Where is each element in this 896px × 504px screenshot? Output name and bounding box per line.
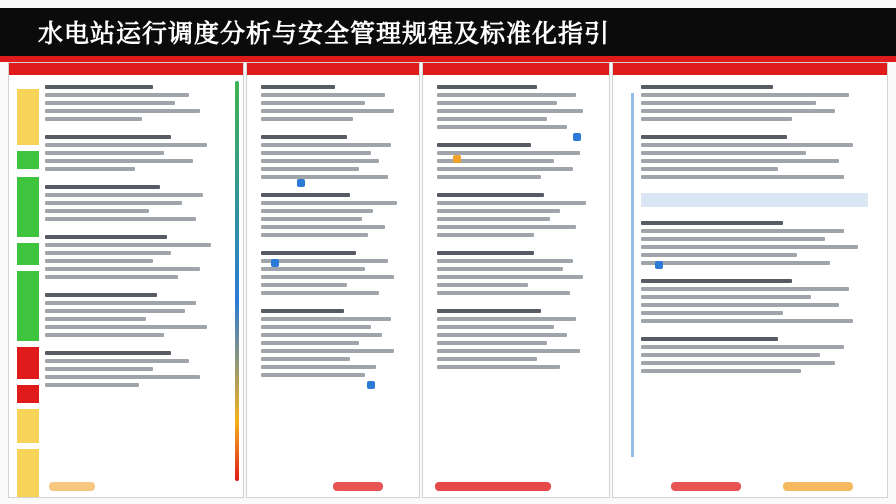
document-panel-4[interactable] [612, 62, 888, 498]
panel-header [9, 63, 243, 75]
info-icon [297, 179, 305, 187]
document-panel-2[interactable] [246, 62, 420, 498]
marker-green [17, 151, 39, 169]
text-block [261, 83, 409, 489]
marker-green [17, 271, 39, 341]
document-panel-1[interactable] [8, 62, 244, 498]
marker-green [17, 177, 39, 237]
text-block [641, 83, 877, 489]
text-block [45, 83, 225, 489]
info-icon [367, 381, 375, 389]
panel-header [247, 63, 419, 75]
panel-header [613, 63, 887, 75]
info-icon [573, 133, 581, 141]
page-title-bar [0, 8, 896, 56]
marker-yellow [17, 409, 39, 443]
footer-tag [671, 482, 741, 491]
marker-green [17, 243, 39, 265]
text-block [437, 83, 599, 489]
info-icon [271, 259, 279, 267]
footer-tag [783, 482, 853, 491]
footer-tag [49, 482, 95, 491]
warning-icon [453, 155, 461, 163]
section-rule [631, 93, 634, 457]
marker-yellow [17, 89, 39, 145]
footer-tag [333, 482, 383, 491]
marker-red [17, 385, 39, 403]
document-panel-3[interactable] [422, 62, 610, 498]
marker-yellow [17, 449, 39, 497]
page-title: 水电站运行调度分析与安全管理规程及标准化指引 [38, 19, 611, 48]
panel-header [423, 63, 609, 75]
footer-tag [435, 482, 551, 491]
info-icon [655, 261, 663, 269]
section-markers [9, 75, 39, 497]
marker-red [17, 347, 39, 379]
scrollbar[interactable] [235, 81, 239, 481]
